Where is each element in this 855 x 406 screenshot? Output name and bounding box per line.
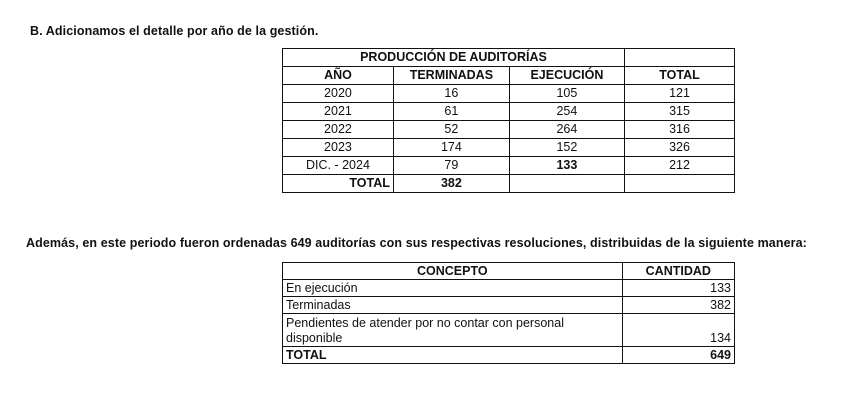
table-row [283,297,735,314]
column-header-year: AÑO [283,67,394,85]
table-title: PRODUCCIÓN DE AUDITORÍAS [283,49,625,67]
table-total-row [283,175,735,193]
column-header-in-progress: EJECUCIÓN [509,67,624,85]
quantity-cell: 382 [622,297,734,314]
concept-cell: Pendientes de atender por no contar con personal disponible [283,314,623,347]
in-progress-cell: 105 [509,85,624,103]
total-finished: 382 [393,175,509,193]
year-cell: 2023 [283,139,394,157]
quantity-cell: 133 [622,280,734,297]
table-row [283,314,735,347]
year-cell: 2022 [283,121,394,139]
column-header-concept: CONCEPTO [283,263,623,280]
table-row [283,157,735,175]
section-heading-b: B. Adicionamos el detalle por año de la gestión. [30,24,319,38]
column-header-finished: TERMINADAS [393,67,509,85]
finished-cell: 174 [393,139,509,157]
year-cell: 2020 [283,85,394,103]
finished-cell: 61 [393,103,509,121]
table-row [283,121,735,139]
total-cell: 212 [625,157,735,175]
column-header-quantity: CANTIDAD [622,263,734,280]
table-total-row [283,347,735,364]
empty-cell [509,175,624,193]
empty-cell [625,175,735,193]
table-row [283,139,735,157]
table-row [283,85,735,103]
total-label: TOTAL [283,347,623,364]
empty-cell [625,49,735,67]
year-cell: 2021 [283,103,394,121]
year-cell: DIC. - 2024 [283,157,394,175]
in-progress-cell: 152 [509,139,624,157]
total-label: TOTAL [283,175,394,193]
total-cell: 326 [625,139,735,157]
concept-cell: En ejecución [283,280,623,297]
quantity-cell: 134 [622,314,734,347]
finished-cell: 16 [393,85,509,103]
concept-cell: Terminadas [283,297,623,314]
finished-cell: 79 [393,157,509,175]
finished-cell: 52 [393,121,509,139]
section-heading-orders: Además, en este periodo fueron ordenadas 649 auditorías con sus respectivas resoluciones, distribuidas de la siguiente manera: [26,236,807,250]
total-cell: 315 [625,103,735,121]
table-row [283,103,735,121]
total-cell: 121 [625,85,735,103]
column-header-total: TOTAL [625,67,735,85]
in-progress-cell: 264 [509,121,624,139]
concept-table [282,262,735,364]
in-progress-cell: 254 [509,103,624,121]
total-cell: 316 [625,121,735,139]
production-table [282,48,735,193]
table-row [283,280,735,297]
total-quantity: 649 [622,347,734,364]
table-header-row [283,263,735,280]
in-progress-cell: 133 [509,157,624,175]
table-title-row [283,49,735,67]
table-header-row [283,67,735,85]
